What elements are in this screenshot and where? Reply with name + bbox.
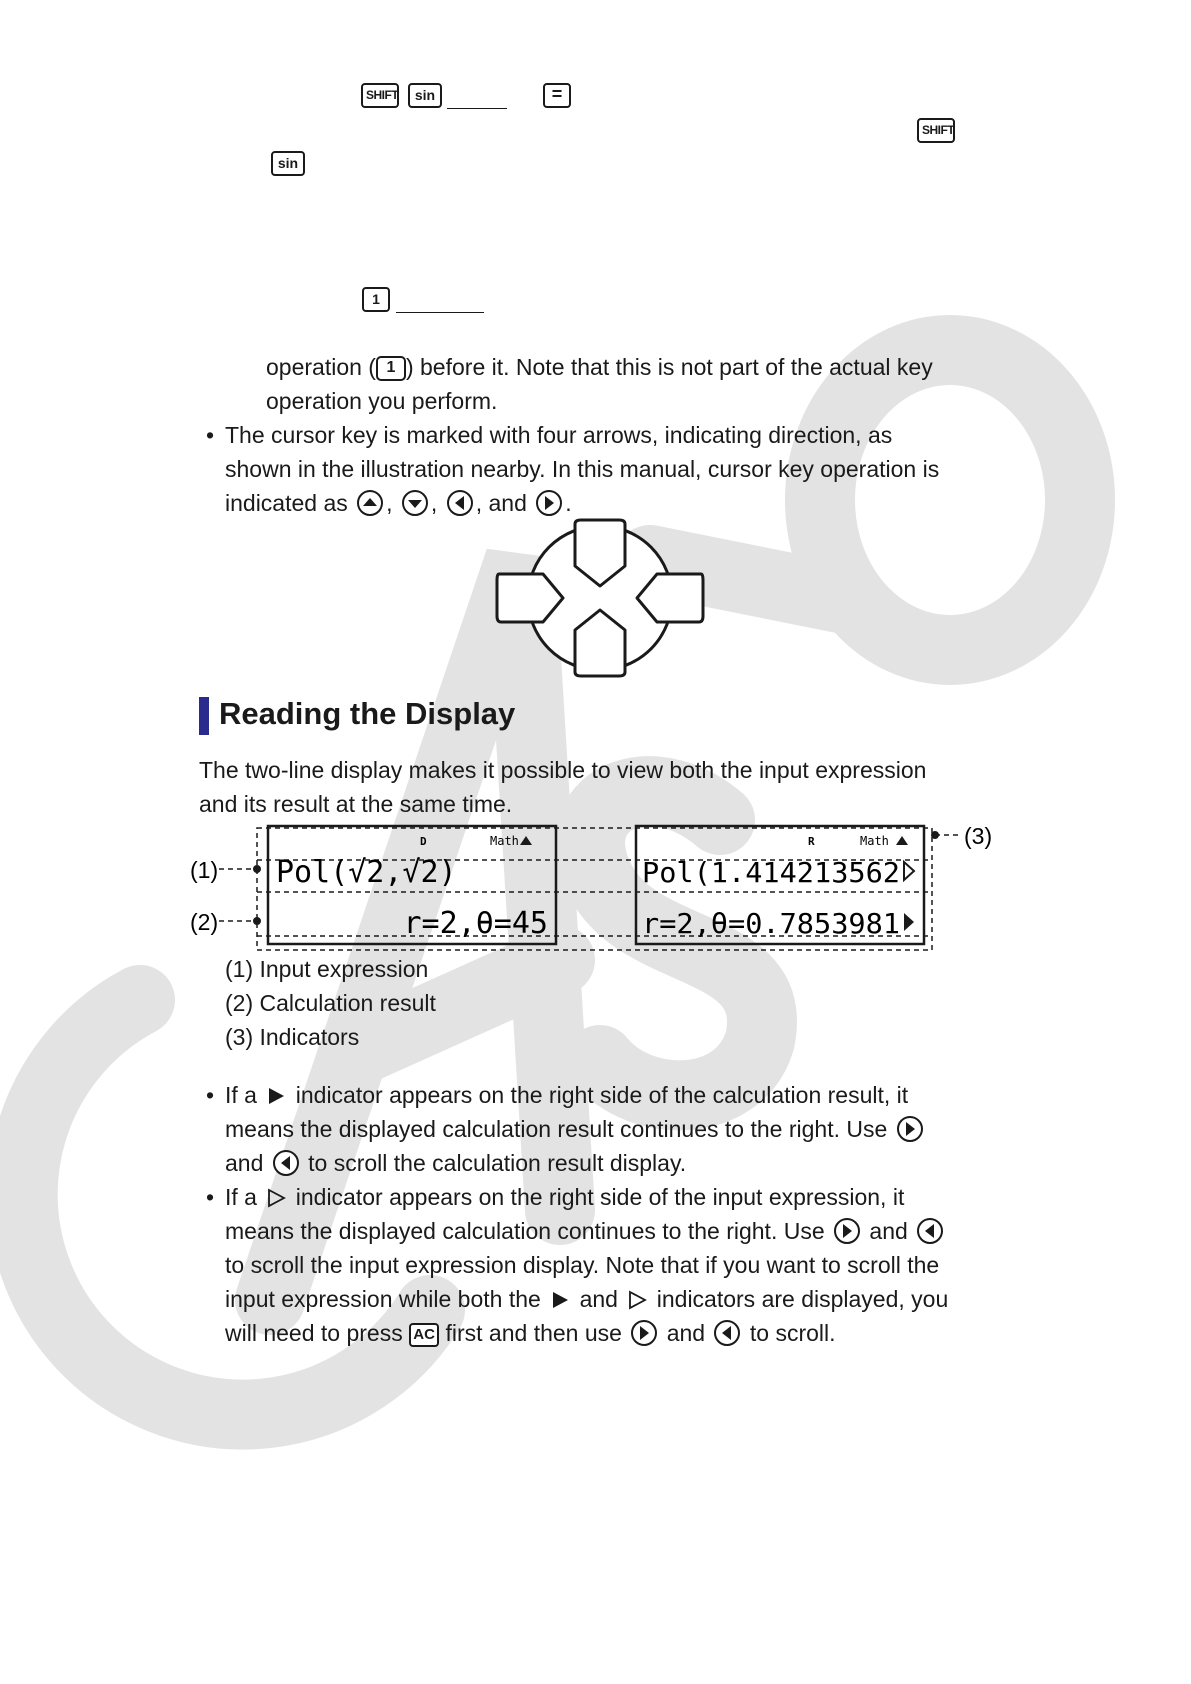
left-arrow-key-icon-4 (713, 1319, 741, 1347)
left-indicator-math: Math (490, 834, 519, 848)
bullet1-text-c: means the displayed calculation result continues to the right. Use (225, 1116, 888, 1142)
blank-line-2 (396, 312, 484, 313)
sin-key: sin (408, 83, 442, 108)
right-input-more-icon (904, 862, 914, 880)
bullet1-line-3 (225, 1146, 686, 1180)
and-text: , and (475, 490, 527, 516)
right-arrow-key-icon-2 (896, 1115, 924, 1143)
bullet2-text-c: means the displayed calculation continues to the right. Use (225, 1218, 825, 1244)
bullet2-text-e: input expression while both the (225, 1286, 541, 1312)
callout-2: (2) (190, 909, 219, 935)
bullet2-line-2 (225, 1214, 946, 1248)
right-indicator-math: Math (860, 834, 889, 848)
bullet1-line-1 (225, 1078, 908, 1112)
operation-line-1 (266, 350, 933, 384)
bullet2-text-f: and (579, 1286, 618, 1312)
outline-right-triangle-icon-2 (627, 1290, 647, 1310)
legend-item-3: (3) Indicators (225, 1024, 360, 1050)
bullet1-text-a: If a (225, 1082, 257, 1108)
filled-right-triangle-icon-2 (550, 1290, 570, 1310)
bullet1-text-b: indicator appears on the right side of the calculation result, it (295, 1082, 909, 1108)
left-arrow-key-icon-3 (916, 1217, 944, 1245)
cursor-key-illustration-icon (495, 518, 705, 678)
legend-item-2: (2) Calculation result (225, 990, 436, 1016)
equals-key: = (543, 83, 571, 108)
bullet1-text-d: and (225, 1150, 264, 1176)
cursor-note-line-1: The cursor key is marked with four arrows, indicating direction, as (225, 422, 893, 448)
bullet2-line-5 (225, 1316, 836, 1350)
comma-1: , (386, 490, 393, 516)
cursor-note-line-2: shown in the illustration nearby. In this manual, cursor key operation is (225, 456, 940, 482)
display-figure (190, 818, 1010, 953)
operation-line-2: operation you perform. (266, 388, 498, 414)
right-arrow-key-icon-4 (630, 1319, 658, 1347)
bullet2-text-i: first and then use (445, 1320, 622, 1346)
bullet-dot-2: • (206, 1082, 215, 1108)
operation-prefix: operation ( (266, 354, 376, 380)
one-key: 1 (362, 287, 390, 312)
bullet2-line-4 (225, 1282, 948, 1316)
right-arrow-key-icon-3 (833, 1217, 861, 1245)
left-arrow-key-icon (446, 489, 474, 517)
right-indicator-r: R (808, 835, 815, 848)
cursor-note-prefix: indicated as (225, 490, 348, 516)
left-indicator-up-icon (520, 836, 532, 845)
operation-suffix: ) before it. Note that this is not part of the actual key (405, 354, 933, 380)
right-calculation-result: r=2,θ=0.7853981 (642, 907, 900, 940)
filled-right-triangle-icon (266, 1086, 286, 1106)
bullet2-text-j: and (666, 1320, 706, 1346)
down-arrow-key-icon (401, 489, 429, 517)
bullet2-text-a: If a (225, 1184, 257, 1210)
right-result-more-icon (904, 913, 914, 931)
cursor-note-line-3 (225, 486, 572, 520)
bullet1-text-e: to scroll the calculation result display. (308, 1150, 687, 1176)
bullet2-line-1 (225, 1180, 904, 1214)
bullet2-text-g: indicators are displayed, you (656, 1286, 949, 1312)
left-indicator-d: D (420, 835, 427, 848)
left-arrow-key-icon-2 (272, 1149, 300, 1177)
bullet-dot-3: • (206, 1184, 215, 1210)
callout-3: (3) (964, 823, 993, 849)
legend-item-1: (1) Input expression (225, 956, 429, 982)
bullet2-text-b: indicator appears on the right side of the input expression, it (295, 1184, 905, 1210)
sin-key-2: sin (271, 151, 305, 176)
bullet2-text-k: to scroll. (749, 1320, 836, 1346)
ac-key: AC (409, 1323, 439, 1347)
bullet1-line-2 (225, 1112, 926, 1146)
intro-line-1: The two-line display makes it possible to view both the input expression (199, 757, 927, 783)
bullet2-line-3: to scroll the input expression display. Note that if you want to scroll the (225, 1252, 940, 1278)
callout-1-dot (253, 865, 261, 873)
heading-accent-bar (199, 697, 209, 735)
up-arrow-key-icon (356, 489, 384, 517)
intro-line-2: and its result at the same time. (199, 791, 513, 817)
left-calculation-result: r=2,θ=45 (403, 906, 548, 941)
right-indicator-up-icon (896, 836, 908, 845)
one-key-inline: 1 (376, 356, 406, 381)
period: . (565, 490, 572, 516)
bullet-dot: • (206, 422, 215, 448)
bullet2-text-d: and (869, 1218, 908, 1244)
bullet2-text-h: will need to press (225, 1320, 403, 1346)
comma-2: , (430, 490, 438, 516)
right-arrow-key-icon (535, 489, 563, 517)
blank-line (447, 108, 507, 109)
callout-2-dot (253, 917, 261, 925)
section-title: Reading the Display (219, 696, 516, 731)
shift-key-2: SHIFT (917, 118, 955, 143)
outline-right-triangle-icon (266, 1188, 286, 1208)
shift-key: SHIFT (361, 83, 399, 108)
callout-3-dot (931, 831, 939, 839)
callout-1: (1) (190, 857, 219, 883)
left-input-expression: Pol(√2,√2) (276, 855, 457, 890)
right-input-expression: Pol(1.414213562 (642, 856, 900, 889)
